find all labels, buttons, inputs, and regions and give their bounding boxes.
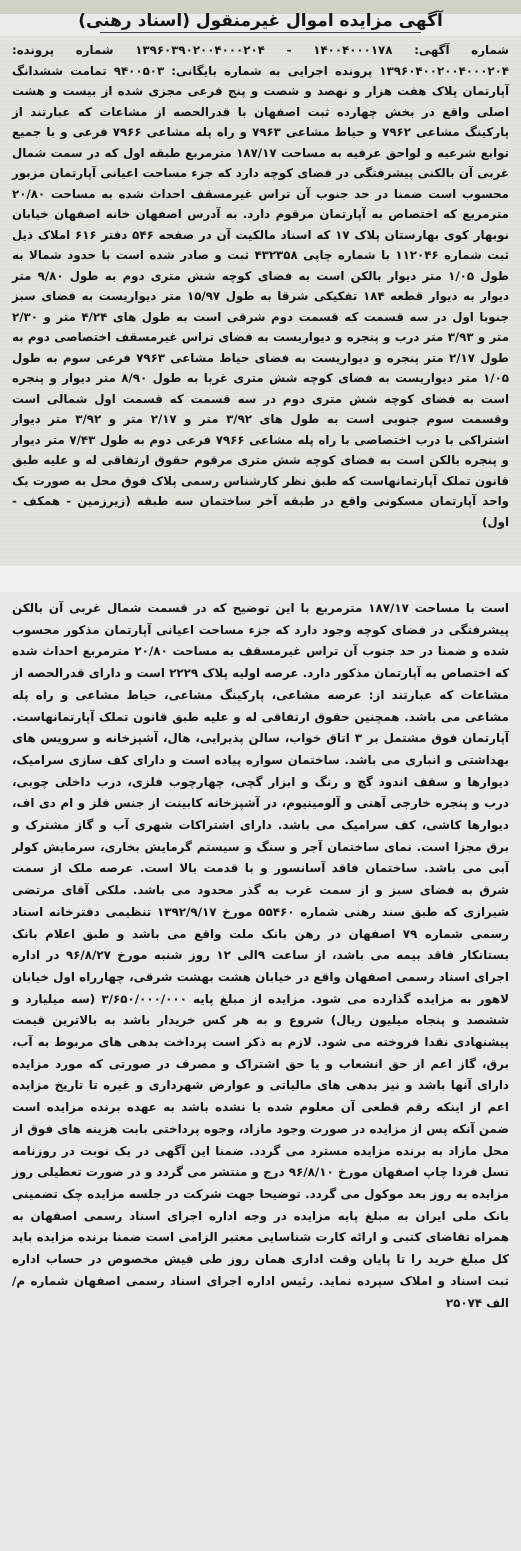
- notice-section-top: [0, 36, 521, 566]
- notice-title: آگهی مزایده اموال غیرمنقول (اسناد رهنی): [78, 11, 443, 31]
- notice-paragraph-2: است با مساحت ۱۸۷/۱۷ مترمربع با این توضیح که در قسمت شمال غربی آن بالکن پیشرفتگی در فضای کوچه وجود دارد که جزء مساحت اعیانی آپارتمان مذکور محسوب شده و ضمنا در حد جنوب آن تراس غیرمسقف به مساحت ۲۰/۸۰ مترمربع احداث شده که اختصاص به آپارتمان مذکور دارد. عرصه اولیه پلاک ۲۲۲۹ است و دارای قدرالحصه از مشاعات که عبارتند از: عرصه مشاعی، پارکینگ مشاعی، حیاط مشاعی و راه پله مشاعی می باشد. همچنین حقوق ارتفاقی له و علیه طبق قانون تملک آپارتمانهاست. آپارتمان فوق مشتمل بر ۳ اتاق خواب، سالن پذیرایی، هال، آشپزخانه و سرویس های بهداشتی و انباری می باشد. ساختمان سواره پیاده است و دارای کف سازی سرامیک، دیوارها و سقف اندود گچ و رنگ و ابزار گچی، چهارچوب فلزی، درب داخلی چوبی، درب و پنجره خارجی آهنی و آلومینیوم، در آشپزخانه کابینت از جنس فلز و ام دی اف، دیوارها کاشی، کف سرامیک می باشد. دارای اشتراکات شهری آب و گاز مشترک و برق مجزا است. نمای ساختمان آجر و سنگ و سیستم گرمایش بخاری، سرمایش کولر آبی می باشد. ساختمان فاقد آسانسور و با قدمت بالا است. عرصه ملک از سمت شرق به فضای سبز و از سمت غرب به گذر محدود می باشد. ملکی آقای مرتضی شیرازی که طبق سند رهنی شماره ۵۵۴۶۰ مورخ ۱۳۹۲/۹/۱۷ تنظیمی دفترخانه اسناد رسمی شماره ۷۹ اصفهان در رهن بانک ملت واقع می باشد و طبق اعلام بانک بستانکار فاقد بیمه می باشد، از ساعت ۹الی ۱۲ روز شنبه مورخ ۹۶/۸/۲۷ در اداره اجرای اسناد رسمی اصفهان واقع در خیابان هشت بهشت شرقی، چهارراه اول خیابان لاهور به مزایده گذارده می شود. مزایده از مبلغ پایه ۳/۶۵۰/۰۰۰/۰۰۰ (سه میلیارد و ششصد و پنجاه میلیون ریال) شروع و به هر کس خریدار باشد به بالاترین قیمت پیشنهادی نقدا فروخته می شود. لازم به ذکر است پرداخت بدهی های مربوط به آب، برق، گاز اعم از حق انشعاب و یا حق اشتراک و مصرف در صورتی که مورد مزایده دارای آنها باشد و نیز بدهی های مالیاتی و عوارض شهرداری و غیره تا تاریخ مزایده اعم از اینکه رقم قطعی آن معلوم شده یا نشده باشد به عهده برنده مزایده است ضمن آنکه پس از مزایده در صورت وجود مازاد، وجوه پرداختی بابت هزینه های فوق از محل مازاد به برنده مزایده مسترد می گردد. ضمنا این آگهی در یک نوبت در روزنامه نسل فردا چاپ اصفهان مورخ ۹۶/۸/۱۰ درج و منتشر می گردد و در صورت تعطیلی روز مزایده به روز بعد موکول می گردد. توضیحا جهت شرکت در جلسه مزایده چک تضمینی بانک ملی ایران به مبلغ پایه مزایده در وجه اداره اجرای اسناد رسمی اصفهان به همراه تقاضای کتبی و ارائه کارت شناسایی معتبر الزامی است ضمنا برنده مزایده باید کل مبلغ خرید را تا پایان وقت اداری همان روز طی فیش مخصوص در حساب اداره ثبت اسناد و املاک سپرده نماید. رئیس اداره اجرای اسناد رسمی اصفهان شماره م/الف ۲۵۰۷۴: [12, 601, 510, 1310]
- notice-section-bottom: [0, 592, 521, 1551]
- notice-heading: [0, 8, 521, 34]
- notice-paragraph-1: شماره آگهی: ۱۴۰۰۴۰۰۰۱۷۸ - ۱۳۹۶۰۳۹۰۲۰۰۴۰۰۰۲۰۴ شماره پرونده: ۱۳۹۶۰۴۰۰۲۰۰۴۰۰۰۲۰۴ پرونده اجرایی به شماره بایگانی: ۹۴۰۰۵۰۳ تمامت ششدانگ آپارتمان پلاک هفت هزار و نهصد و شصت و پنج فرعی مجزی شده از بیست و هشت اصلی واقع در بخش چهارده ثبت اصفهان با قدرالحصه از مشاعات که عبارتند از پارکینگ مشاعی ۷۹۶۲ و حیاط مشاعی ۷۹۶۳ و راه پله مشاعی ۷۹۶۶ فرعی و با جمیع توابع شرعیه و لواحق عرفیه به مساحت ۱۸۷/۱۷ مترمربع طبقه اول که در سمت شمال غربی آن بالکنی پیشرفتگی در فضای کوچه دارد که جزء مساحت اعیانی آپارتمان مزبور محسوب است ضمنا در حد جنوب آن تراس غیرمسقف احداث شده به مساحت ۲۰/۸۰ مترمربع که اختصاص به آپارتمان مرقوم دارد. به آدرس اصفهان خانه اصفهان خیابان نوبهار کوی بهارستان پلاک ۱۷ که اسناد مالکیت آن در صفحه ۵۴۶ دفتر ۶۱۶ املاک ذیل ثبت شماره ۱۱۲۰۴۶ با شماره چاپی ۴۳۲۳۵۸ ثبت و صادر شده است با حدود شمالا به طول ۱/۰۵ متر دیوار بالکن است به فضای کوچه شش متری دوم به طول ۹/۸۰ متر دیوار به دیوار قطعه ۱۸۴ تفکیکی شرقا به طول ۱۵/۹۷ متر دیواریست به فضای سبز جنوبا اول در سه قسمت که قسمت دوم شرقی است به طول های ۴/۲۴ متر و ۲/۳۰ متر و ۳/۹۳ متر درب و پنجره و دیواریست به فضای تراس غیرمسقف اختصاصی دوم به طول ۲/۱۷ متر پنجره و دیواریست به فضای حیاط مشاعی ۷۹۶۳ فرعی سوم به طول ۱/۰۵ متر دیواریست به فضای کوچه شش متری غربا به طول ۸/۹۰ متر دیوار و پنجره است به فضای کوچه شش متری دوم در سه قسمت که قسمت اول شمالی است وقسمت سوم جنوبی است به طول های ۳/۹۲ متر و ۲/۱۷ متر و ۳/۹۲ متر دیوار اشتراکی با درب اختصاصی با راه پله مشاعی ۷۹۶۶ فرعی دوم به طول ۷/۴۳ متر دیوار و پنجره بالکن است به فضای کوچه شش متری مرقوم حقوق ارتفاقی له و علیه طبق قانون تملک آپارتمانهاست که طبق نظر کارشناس رسمی پلاک فوق محل به صورت یک واحد آپارتمان مسکونی واقع در طبقه آخر ساختمان سه طبقه (زیرزمین - همکف - اول): [12, 43, 510, 529]
- heading-underline: [100, 32, 421, 33]
- section-divider: [0, 566, 521, 592]
